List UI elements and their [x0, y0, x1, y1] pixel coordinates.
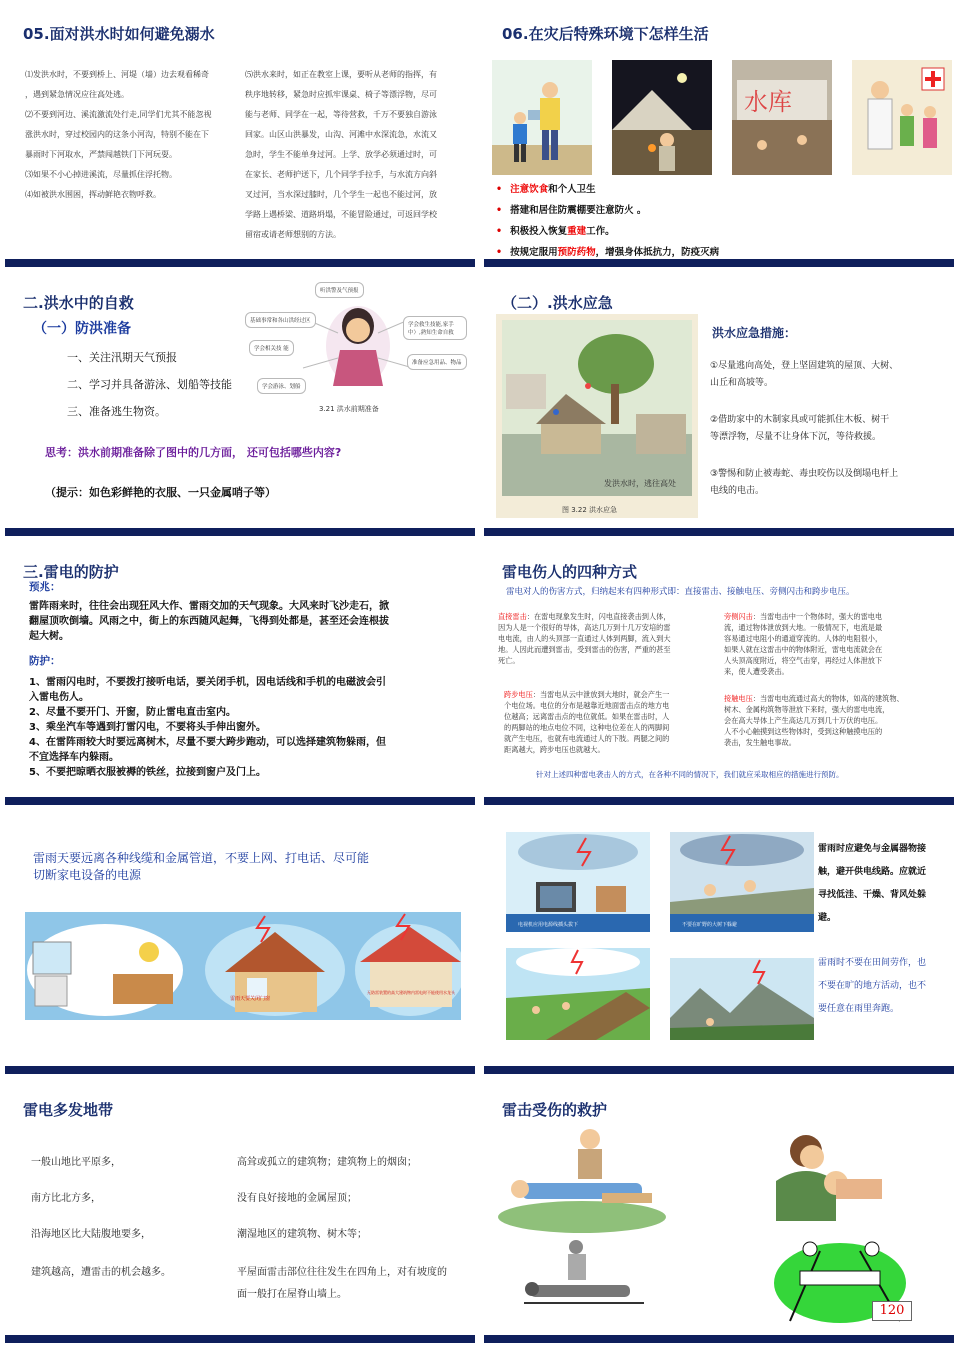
protect-list — [29, 675, 386, 780]
text-line: 能与老师、同学在一起，等待营救，千万不要独自游泳 — [245, 110, 437, 119]
slide-title: 二.洪水中的自救 — [23, 294, 134, 312]
text-line: 雷雨天要远离各种线缆和金属管道，不要上网、打电话、尽可能 — [33, 851, 370, 865]
slide-bottom-bar — [484, 528, 954, 536]
slide-flood-self-rescue — [5, 274, 475, 536]
slide-bottom-bar — [5, 797, 475, 805]
text-line: 电线的电击。 — [710, 486, 765, 496]
text-line: 秩序地转移，紧急时应抓牢课桌、椅子等漂浮物，尽可 — [245, 90, 437, 99]
zone-right-5: 面一般打在屋脊山墙上。 — [237, 1289, 347, 1300]
field-advice — [818, 952, 926, 1021]
zone-left-1: 一般山地比平原多， — [31, 1157, 121, 1168]
think-question: 思考：洪水前期准备除了图中的几方面， 还可包括哪些内容? — [45, 446, 342, 459]
picture-caption: 不要在旷野的大树下躲避 — [682, 922, 738, 928]
text-line: ③警惕和防止被毒蛇、毒虫咬伤以及倒塌电杆上 — [710, 469, 899, 479]
zone-right-2: 没有良好接地的金属屋顶； — [237, 1193, 357, 1204]
block-step-voltage: 跨步电压：当雷电从云中泄放到大地时，就会产生一 个电位场。电位的分布是越靠近地面雷击点的地方电 位越高；远离雷击点的电位就低。如果在雷击时，人 的两脚站的地点电位不同，这种电位差在人的两脚间 就产生电压，也就有电流通过人的下肢。两腿之间的 距离越大，跨步电压也就越大。 — [504, 690, 670, 754]
illustration-tree-storm — [670, 832, 814, 932]
text-line: 触，避开供电线路。应就近 — [818, 867, 927, 877]
slide-title: 05.面对洪水时如何避免溺水 — [23, 25, 215, 43]
mindmap-bubble: 学会救生技能,家手中）,熟知生命自救 — [403, 316, 467, 340]
illustration-strip — [25, 912, 461, 1020]
right-column — [245, 65, 470, 245]
block-direct: 直接雷击：在雷电现象发生时，闪电直接袭击到人体， 因为人是一个很好的导体，高达几万到十几万安培的雷 电电流，由人的头顶部一直通过人体到两脚，流入到大 地。人因此而遭到雷击，受到雷击的伤害，严重的甚至 死亡。 — [498, 612, 671, 665]
page-number: 120 — [872, 1301, 912, 1321]
illustration-tv — [506, 832, 650, 932]
illustration-field — [506, 948, 650, 1040]
mindmap-bubble: 基础事常和各山洪经过区 — [245, 312, 316, 328]
illustration-mouth-to-mouth — [766, 1121, 886, 1221]
emergency-heading: 洪水应急措施： — [712, 326, 797, 340]
picture-caption: 无防雷装置的高大建筑物内雷电时不能使用水龙头 — [367, 990, 455, 995]
bullet-list — [496, 179, 719, 263]
illustration-flood-escape — [496, 314, 698, 518]
text-line: ⑷如被洪水围困，挥动鲜艳衣物呼救。 — [25, 190, 161, 199]
slide-flood-drowning — [5, 5, 475, 267]
list-item: 一、关注汛期天气预报 — [67, 351, 177, 364]
slide-bottom-bar — [5, 1335, 475, 1343]
text-line: 翻屋顶吹倒墙。风雨之中，街上的东西随风起舞，飞得到处都是，甚至还会连根拔 — [29, 616, 389, 627]
picture-caption: 雷雨天要关闭门窗 — [230, 996, 271, 1002]
text-line: 回家。山区山洪暴发，山沟、河滩中水深流急，水流又 — [245, 130, 437, 139]
slide-bottom-bar — [5, 1066, 475, 1074]
bullet-item: • 按规定服用预防药物，增强身体抵抗力，防疫灭病 — [496, 247, 720, 258]
list-item: 三、准备逃生物资。 — [67, 405, 166, 418]
slide-bottom-bar — [484, 1335, 954, 1343]
slide-first-aid — [484, 1081, 954, 1343]
bullet-item: • 搭建和居住防震棚要注意防火 。 — [496, 205, 647, 216]
slide-bottom-bar — [484, 259, 954, 267]
figure-caption: 图 3.22 洪水应急 — [562, 506, 618, 514]
text-line: 5、不要把晾晒衣服被褥的铁丝，拉接到窗户及门上。 — [29, 767, 266, 778]
metal-advice — [818, 838, 926, 930]
slide-avoid-cables — [5, 812, 475, 1074]
sign-text: 水库 — [744, 88, 792, 116]
footer-text: 针对上述四种雷电袭击人的方式，在各种不同的情况下，我们就应采取相应的措施进行预防。 — [536, 770, 844, 779]
text-line: 避。 — [818, 913, 837, 923]
text-line: 叉过河，当水深过膝时，几个学生一起也不能过河，放 — [245, 190, 437, 199]
slide-four-ways — [484, 543, 954, 805]
text-line: 留宿或请老师想别的方法。 — [245, 230, 341, 239]
text-line: 等漂浮物，尽量不让身体下沉，等待救援。 — [710, 432, 882, 442]
slide-bottom-bar — [5, 528, 475, 536]
text-line: 山丘和高坡等。 — [710, 378, 774, 388]
text-line: 急时，学生不能单身过河。上学、放学必须通过时，可 — [245, 150, 437, 159]
illustration-night-tent — [612, 60, 712, 175]
slide-title: （二）.洪水应急 — [502, 294, 613, 312]
text-line: ①尽量逃向高处，登上坚固建筑的屋顶、大树、 — [710, 361, 899, 371]
emergency-list — [710, 358, 898, 500]
text-line: ⑵不要到河边、溪流激流处行走,同学们尤其不能忽视 — [25, 110, 212, 119]
text-line: 寻找低洼、干燥、背风处躲 — [818, 890, 927, 900]
slide-title: 雷电多发地带 — [23, 1101, 114, 1119]
slide-bottom-bar — [484, 1066, 954, 1074]
slide-title: 三.雷电的防护 — [23, 563, 119, 581]
block-contact-voltage: 接触电压：当雷电电流通过高大的物体，如高的建筑物、 树木、金属构筑物等泄放下来时，强大的雷电电流， 会在高大导体上产生高达几万到几十万伏的电压。 人不小心触摸到这些物体时，受到这种触摸电压的 袭击，发生触电事故。 — [724, 694, 904, 747]
zone-left-3: 沿海地区比大陆腹地要多， — [31, 1229, 151, 1240]
picture-caption: 电视机应用电源线插头拔下 — [518, 922, 579, 928]
text-line: ，遇到紧急情况应往高处逃。 — [25, 90, 129, 99]
illustration-water-supply — [492, 60, 592, 175]
picture-label: 发洪水时，逃往高处 — [604, 479, 676, 488]
slide-avoid-metal — [484, 812, 954, 1074]
zone-right-3: 潮湿地区的建筑物、树木等； — [237, 1229, 367, 1240]
text-line: 要任意在雨里奔跑。 — [818, 1004, 900, 1014]
text-line: 学路上遇桥梁、道路坍塌，不能冒险通过，可返回学校 — [245, 210, 437, 219]
bullet-item: • 积极投入恢复重建工作。 — [496, 226, 615, 237]
subtitle: （一）防洪准备 — [33, 321, 131, 337]
left-column — [25, 65, 240, 205]
text-line: 暴雨时下河取水，严禁闯越铁门下河玩耍。 — [25, 150, 177, 159]
text-line: 雷雨时应避免与金属器物接 — [818, 844, 927, 854]
illustration-cpr-color — [492, 1121, 672, 1237]
zone-left-2: 南方比北方多， — [31, 1193, 101, 1204]
mindmap-bubble: 听洪警及气预报 — [315, 282, 364, 298]
block-side-flash: 旁侧闪击：当雷电击中一个物体时，强大的雷电电 流，通过物体泄放到大地。一般情况下，电流是最 容易通过电阻小的通道穿流的。人体的电阻很小， 如果人就在这雷击中的物体附近，雷电电流就会在 人头顶高度附近，将空气击穿，再经过人体泄放下 来，使人遭受袭击。 — [724, 612, 883, 676]
illustration-mountain — [670, 958, 814, 1040]
text-line: ⑸洪水来时，如正在教室上课，要听从老师的指挥，有 — [245, 70, 437, 79]
text-line: 1、雷雨闪电时，不要拨打接听电话，要关闭手机，因电话线和手机的电磁波会引 — [29, 677, 386, 688]
text-line: 3、乘坐汽车等遇到打雷闪电，不要将头手伸出窗外。 — [29, 722, 266, 733]
text-line: 4、在雷阵雨较大时要远离树木，尽量不要大跨步跑动，可以选择建筑物躲雨，但 — [29, 737, 386, 748]
slide-title: 雷击受伤的救护 — [502, 1101, 608, 1119]
text-line: 雷雨时不要在田间劳作，也 — [818, 958, 927, 968]
zone-right-4: 平屋面雷击部位往往发生在四角上，对有坡度的 — [237, 1267, 447, 1278]
zone-right-1: 高耸或孤立的建筑物；建筑物上的烟囱； — [237, 1157, 417, 1168]
omen-label: 预兆： — [29, 581, 61, 593]
zone-left-4: 建筑越高，遭雷击的机会越多。 — [31, 1267, 171, 1278]
slide-post-disaster-life — [484, 5, 954, 267]
text-line: 雷阵雨来时，往往会出现狂风大作、雷雨交加的天气现象。大风来时飞沙走石，掀 — [29, 601, 389, 612]
text-line: 入雷电伤人。 — [29, 692, 89, 703]
slide-lightning-zones — [5, 1081, 475, 1343]
text-line: ②借助家中的木制家具或可能抓住木板、树干 — [710, 415, 890, 425]
slide-lightning-protection — [5, 543, 475, 805]
slide-bottom-bar — [484, 797, 954, 805]
mindmap-bubble: 学会相关技 能 — [249, 340, 294, 356]
illustration-medicine — [852, 60, 952, 175]
intro-text: 雷电对人的伤害方式，归纳起来有四种形式即：直接雷击、接触电压、旁侧闪击和跨步电压。 — [506, 587, 855, 597]
illustration-rebuild — [732, 60, 832, 175]
slide-flood-emergency — [484, 274, 954, 536]
hint-text: （提示：如色彩鲜艳的衣服、一只金属哨子等） — [45, 486, 276, 499]
text-line: ⑶如果不小心掉进溪流，尽量抓住浮托物。 — [25, 170, 177, 179]
text-line: 在家长、老师护送下，几个同学手拉手，与水流方向斜 — [245, 170, 437, 179]
slide-bottom-bar — [5, 259, 475, 267]
illustration-prep-mindmap — [243, 278, 469, 418]
text-line: 涨洪水时，穿过校园内的这条小河沟，特别不能在下 — [25, 130, 209, 139]
text-line: 起大树。 — [29, 631, 69, 642]
illustration-cpr-sketch — [524, 1237, 644, 1317]
figure-caption: 3.21 洪水前期准备 — [319, 405, 379, 413]
prep-list — [67, 344, 232, 425]
mindmap-bubble: 学会游泳、划船 — [257, 378, 306, 394]
slide-title: 06.在灾后特殊环境下怎样生活 — [502, 25, 709, 43]
text-line: 切断家电设备的电源 — [33, 868, 142, 882]
text-line: 2、尽量不要开门、开窗，防止雷电直击室内。 — [29, 707, 236, 718]
warning-text — [33, 850, 369, 884]
mindmap-bubble: 准备应急用品、物品 — [407, 354, 467, 370]
text-line: ⑴发洪水时，不要到桥上、河堤（墙）边去观看稀奇 — [25, 70, 209, 79]
text-line: 不宜选择车内躲雨。 — [29, 752, 119, 763]
protect-label: 防护： — [29, 655, 61, 667]
slide-title: 雷电伤人的四种方式 — [502, 563, 638, 581]
omen-text — [29, 599, 389, 644]
list-item: 二、学习并具备游泳、划船等技能 — [67, 378, 232, 391]
text-line: 不要在旷的地方活动，也不 — [818, 981, 927, 991]
bullet-item: • 注意饮食和个人卫生 — [496, 184, 596, 195]
